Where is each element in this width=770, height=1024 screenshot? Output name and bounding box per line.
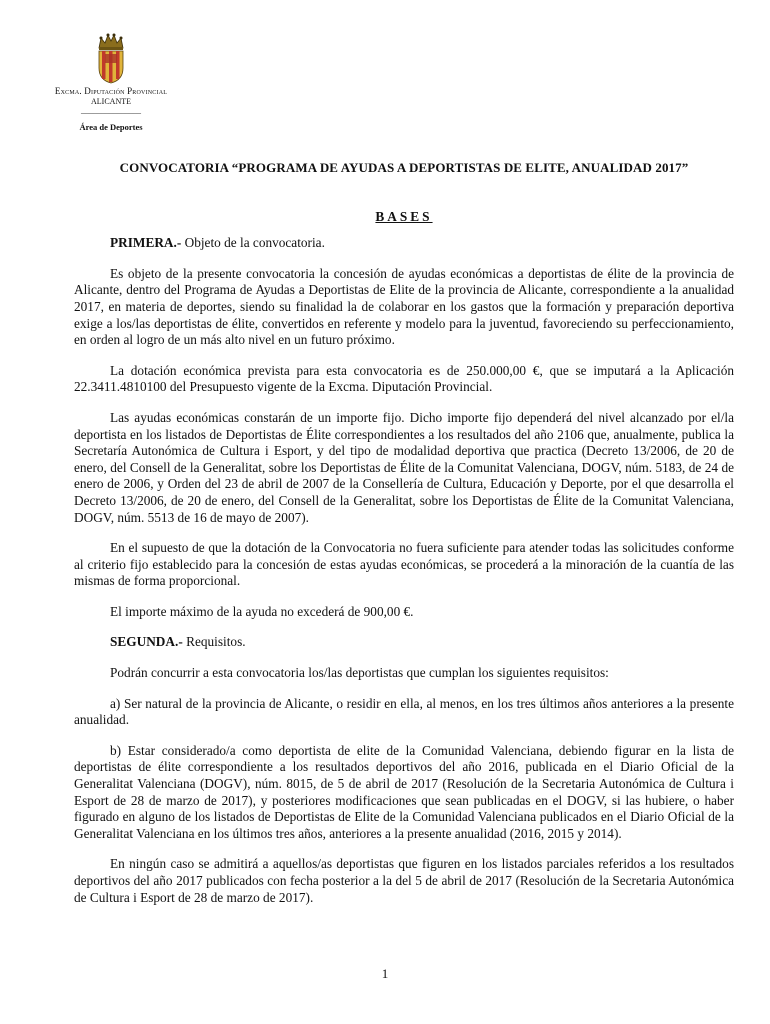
clause-title: Requisitos. (182, 634, 246, 650)
paragraph: b) Estar considerado/a como deportista de elite de la Comunidad Valenciana, debiendo figurar en la lista de deportistas de élite correspondiente a los resultados deportivos del año 2016, publicada en el Diario Oficial de la Generalitat Valenciana (DOGV), núm. 8015, de 5 de abril de 2017 (Resolución de la Secretaria Autonómica de Cultura i Esport de 28 de marzo de 2017), y posteriores modificaciones que sean publicadas en el DOGV, si las hubiere, o haber figurado en alguno de los listados de Deportistas de Elite de la Comunidad Valenciana publicados en el Diario Oficial de la Generalitat Valenciana en los últimos tres años, anteriores a la presente anualidad (2016, 2015 y 2014). (74, 742, 734, 841)
document-title: CONVOCATORIA “PROGRAMA DE AYUDAS A DEPORTISTAS DE ELITE, ANUALIDAD 2017” (119, 160, 689, 175)
paragraph: Es objeto de la presente convocatoria la concesión de ayudas económicas a deportistas de élite de la provincia de Alicante, dentro del Programa de Ayudas a Deportistas de Elite de la provincia de Alicante, correspondiente a la anualidad 2017, en materia de deportes, siendo su finalidad la de colaborar en los gastos que la formación y preparación deportiva exige a los/las deportistas de élite, convertidos en referente y modelo para la juventud, favoreciendo su perfeccionamiento, en orden al logro de un más alto nivel en un futuro próximo. (74, 265, 734, 348)
paragraph: Las ayudas económicas constarán de un importe fijo. Dicho importe fijo dependerá del nivel alcanzado por el/la deportista en los listados de Deportistas de Élite correspondientes a los resultados del año 2106 que, anualmente, publica la Secretaría Autonómica de Cultura i Esport, y del tipo de modalidad deportiva que practica (Decreto 13/2006, de 20 de enero, del Consell de la Generalitat, sobre los Deportistas de Élite de la Comunitat Valenciana, DOGV, núm. 5183, de 24 de enero de 2006, y Orden del 23 de abril de 2007 de la Consellería de Cultura, Educación y Deporte, por el que desarrolla el Decreto 13/2006, de 20 de enero, del Consell de la Generalitat, sobre los Deportistas de Élite de la Comunitat Valenciana, DOGV, núm. 5513 de 16 de mayo de 2007). (74, 409, 734, 525)
document-body (74, 160, 734, 920)
clause-heading-segunda (74, 634, 734, 651)
clause-label: PRIMERA.- (110, 235, 182, 251)
clause-title: Objeto de la convocatoria. (181, 235, 325, 251)
clause-label: SEGUNDA.- (110, 634, 183, 650)
coat-of-arms-icon (93, 32, 129, 84)
paragraph: En ningún caso se admitirá a aquellos/as deportistas que figuren en los listados parciales referidos a los resultados deportivos del año 2017 publicados con fecha posterior a la del 5 de abril de 2017 (Resolución de la Secretaria Autonómica de Cultura i Esport de 28 de marzo de 2017). (74, 856, 734, 905)
paragraph: La dotación económica prevista para esta convocatoria es de 250.000,00 €, que se imputará a la Aplicación 22.3411.4810100 del Presupuesto vigente de la Excma. Diputación Provincial. (74, 362, 734, 395)
clause-heading-primera (74, 235, 734, 252)
paragraph: En el supuesto de que la dotación de la Convocatoria no fuera suficiente para atender todas las solicitudes conforme al criterio fijo establecido para la concesión de estas ayudas económicas, se procederá a la minoración de la cuantía de las mismas de forma proporcional. (74, 540, 734, 589)
organization-city: ALICANTE (91, 97, 131, 106)
paragraph: El importe máximo de la ayuda no excederá de 900,00 €. (110, 603, 414, 619)
paragraph: a) Ser natural de la provincia de Alicante, o residir en ella, al menos, en los tres últimos años anteriores a la presente anualidad. (74, 695, 734, 728)
paragraph: Podrán concurrir a esta convocatoria los/las deportistas que cumplan los siguientes requisitos: (110, 665, 609, 681)
department-name: Área de Deportes (79, 122, 143, 132)
letterhead (28, 32, 194, 132)
page-number: 1 (381, 966, 389, 981)
section-heading-bases: BASES (375, 208, 433, 224)
organization-name: Excma. Diputación Provincial (54, 86, 168, 96)
header-divider: _______________ (81, 106, 141, 115)
